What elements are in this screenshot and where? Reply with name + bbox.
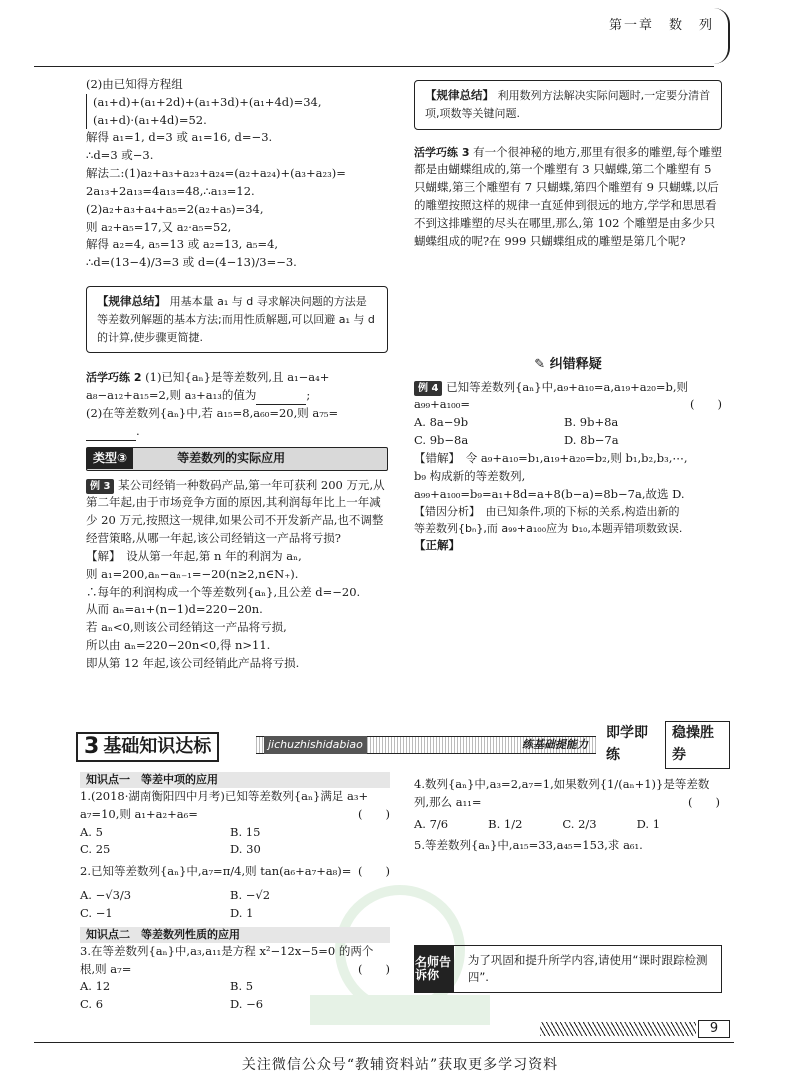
option[interactable]: A. 12 — [80, 979, 111, 994]
question-5: 5.等差数列{aₙ}中,a₁₅=33,a₄₅=153,求 a₆₁. — [414, 838, 643, 853]
question-text: 4.数列{aₙ}中,a₃=2,a₇=1,如果数列{1/(aₙ+1)}是等差数 — [414, 777, 710, 791]
footer-hatch — [540, 1022, 696, 1036]
option[interactable]: B. 1/2 — [488, 816, 523, 831]
skill-text: a₈−a₁₂+a₁₅=2,则 a₃+a₁₃的值为 — [86, 388, 257, 403]
answer-blank[interactable] — [86, 429, 136, 441]
section-3-banner — [70, 725, 730, 763]
skill-label: 活学巧练 3 — [414, 145, 470, 159]
solution-line: 从而 aₙ=a₁+(n−1)d=220−20n. — [86, 602, 263, 617]
footer-rule — [34, 1042, 734, 1043]
solution-line: 则 a₁=200,aₙ−aₙ₋₁=−20(n≥2,n∈N₊). — [86, 566, 299, 581]
rule-summary-title: 【规律总结】 — [97, 293, 166, 308]
teacher-tip-text: 为了巩固和提升所学内容,请使用“课时跟踪检测四”. — [467, 952, 708, 984]
error-cause-line: 【错因分析】 由已知条件,项的下标的关系,构造出新的 — [414, 505, 680, 519]
question-text: 根,则 a₇= — [80, 961, 132, 976]
right-column — [414, 76, 722, 555]
question-text: 3.在等差数列{aₙ}中,a₃,a₁₁是方程 x²−12x−5=0 的两个 — [80, 943, 374, 958]
option[interactable]: A. −√3/3 — [80, 888, 132, 903]
section-number: 3 — [84, 733, 100, 759]
solution-line: 则 a₂+a₅=17,又 a₂·a₅=52, — [86, 219, 232, 234]
exercises-right — [414, 776, 720, 855]
option[interactable]: D. 30 — [230, 842, 261, 857]
answer-paren[interactable]: ( ) — [690, 397, 722, 412]
option[interactable]: A. 8a−9b — [414, 415, 469, 430]
example-text: 某公司经销一种数码产品,第一年可获利 200 万元,从第二年起,由于市场竞争方面的原因,其利润每年比上一年减少 20 万元,按照这一规律,如果公司不开发新产品,也不调整经营策略,从哪一年起,该公司经销这一产品将亏损? — [86, 477, 385, 546]
options-row — [414, 816, 720, 834]
wrong-solution-line: b₉ 构成新的等差数列, — [414, 468, 526, 483]
answer-paren[interactable]: ( ) — [358, 961, 390, 976]
option[interactable]: D. 1 — [636, 816, 661, 831]
option[interactable]: B. 5 — [230, 979, 254, 994]
footer-text: 关注微信公众号“教辅资料站”获取更多学习资料 — [241, 1057, 559, 1073]
solution-line: 解法二:(1)a₂+a₃+a₂₃+a₂₄=(a₂+a₂₄)+(a₃+a₂₃)= — [86, 166, 346, 181]
options-grid — [414, 414, 722, 450]
type-title: 等差数列的实际应用 — [177, 451, 286, 466]
skill-text: (2)在等差数列{aₙ}中,若 a₁₅=8,a₆₀=20,则 a₇₅= — [86, 406, 339, 420]
page-number: 9 — [698, 1020, 730, 1038]
rule-summary-box — [86, 286, 388, 353]
option[interactable]: B. 9b+8a — [564, 415, 619, 430]
answer-paren[interactable]: ( ) — [358, 806, 390, 821]
rule-summary-box — [414, 80, 722, 130]
edit-icon: ✎ — [534, 356, 546, 372]
solution-line: 【解】 设从第一年起,第 n 年的利润为 aₙ, — [86, 548, 302, 563]
solution-line: 即从第 12 年起,该公司经销此产品将亏损. — [86, 655, 300, 670]
section-tags — [606, 725, 730, 763]
rule-summary-text: 用基本量 a₁ 与 d 寻求解决问题的方法是等差数列解题的基本方法;而用性质解题,可以回避 a₁ 与 d 的计算,使步骤更简捷. — [97, 294, 375, 344]
question-2 — [80, 863, 390, 922]
correction-title-text: 纠错释疑 — [549, 356, 602, 372]
solution-line: ∴d=(13−4)/3=3 或 d=(4−13)/3=−3. — [86, 255, 297, 270]
question-text: 1.(2018·湖南衡阳四中月考)已知等差数列{aₙ}满足 a₃+ — [80, 789, 369, 803]
option[interactable]: C. 2/3 — [562, 816, 597, 831]
solution-line: 2a₁₃+2a₁₃=4a₁₃=48,∴a₁₃=12. — [86, 183, 255, 198]
options-grid — [80, 824, 390, 860]
wrong-solution-line: a₉₉+a₁₀₀=b₉=a₁+8d=a+8(b−a)=8b−7a,故选 D. — [414, 486, 685, 501]
option[interactable]: D. −6 — [230, 997, 264, 1012]
header-bracket — [714, 8, 730, 64]
example-label: 例 3 — [86, 479, 114, 495]
section-3-title-box — [76, 732, 219, 762]
question-4 — [414, 776, 720, 833]
error-cause-line: 等差数列{bₙ},而 a₉₉+a₁₀₀应为 b₁₀,本题弄错项数致误. — [414, 522, 683, 536]
option[interactable]: A. 7/6 — [414, 816, 449, 831]
option[interactable]: B. 15 — [230, 824, 261, 839]
options-grid — [80, 978, 390, 1014]
option[interactable]: C. −1 — [80, 905, 113, 920]
example-text: 已知等差数列{aₙ}中,a₉+a₁₀=a,a₁₉+a₂₀=b,则 — [446, 379, 688, 394]
section-tag-2: 稳操胜券 — [665, 721, 730, 768]
equation-system — [86, 94, 388, 130]
equation-line: (a₁+d)·(a₁+4d)=52. — [93, 112, 207, 127]
equation-line: (a₁+d)+(a₁+2d)+(a₁+3d)+(a₁+4d)=34, — [93, 94, 322, 109]
question-1 — [80, 788, 390, 859]
skill-practice-3 — [414, 144, 722, 251]
example-text: a₉₉+a₁₀₀= — [414, 397, 471, 412]
header-rule — [34, 66, 714, 67]
solution-line: (2)a₂+a₃+a₄+a₅=2(a₂+a₅)=34, — [86, 201, 264, 216]
solution-line: (2)由已知得方程组 — [86, 77, 183, 91]
left-column — [86, 76, 388, 673]
question-text: 列,那么 a₁₁= — [414, 794, 482, 809]
skill-practice-2: 活学巧练 2 (1)已知{aₙ}是等差数列,且 a₁−a₄+ a₈−a₁₂+a₁₅=2,则 a₃+a₁₃的值为 ; (2)在等差数列{aₙ}中,若 a₁₅=8,a₆₀=20,则 a₇₅=. — [86, 369, 388, 440]
option[interactable]: B. −√2 — [230, 888, 271, 903]
skill-text: (1)已知{aₙ}是等差数列,且 a₁−a₄+ — [145, 370, 330, 385]
question-text: 2.已知等差数列{aₙ}中,a₇=π/4,则 tan(a₆+a₇+a₈)= — [80, 864, 352, 879]
section-strip — [256, 736, 596, 754]
example-3 — [86, 477, 388, 548]
section-pinyin: jichuzhishidabiao — [264, 736, 367, 753]
option[interactable]: D. 8b−7a — [564, 433, 619, 448]
solution-line: 解得 a₁=1, d=3 或 a₁=16, d=−3. — [86, 130, 273, 145]
section-title: 基础知识达标 — [103, 736, 212, 758]
teacher-tip-box — [414, 945, 722, 993]
rule-summary-title: 【规律总结】 — [425, 88, 494, 102]
skill-label: 活学巧练 2 — [86, 371, 142, 385]
solution-line: 解得 a₂=4, a₅=13 或 a₂=13, a₅=4, — [86, 237, 279, 252]
question-text: a₇=10,则 a₁+a₂+a₆= — [80, 806, 198, 821]
options-grid — [80, 887, 390, 923]
knowledge-point-1: 知识点一 等差中项的应用 — [80, 772, 390, 788]
rule-summary-text: 利用数列方法解决实际问题时,一定要分清首项,项数等关键问题. — [425, 89, 711, 120]
option[interactable]: C. 9b−8a — [414, 433, 469, 448]
solution-line: ∴d=3 或−3. — [86, 148, 154, 163]
type-label: 类型③ — [87, 448, 133, 469]
section-tag-1: 即学即练 — [606, 725, 648, 763]
answer-paren[interactable]: ( ) — [688, 794, 720, 809]
example-4 — [414, 379, 722, 450]
option[interactable]: C. 25 — [80, 842, 111, 857]
wrong-solution-line: 【错解】 令 a₉+a₁₀=b₁,a₁₉+a₂₀=b₂,则 b₁,b₂,b₃,⋯, — [414, 450, 688, 465]
teacher-badge: 名师告诉你 — [415, 946, 454, 992]
solution-line: 所以由 aₙ=220−20n<0,得 n>11. — [86, 637, 271, 652]
question-3 — [80, 943, 390, 1014]
exercises-left — [80, 772, 390, 1014]
solution-line: 若 aₙ<0,则该公司经销这一产品将亏损, — [86, 620, 287, 635]
answer-paren[interactable]: ( ) — [358, 864, 390, 879]
example-label: 例 4 — [414, 381, 442, 397]
option[interactable]: D. 1 — [230, 905, 254, 920]
correction-section-title — [414, 355, 722, 375]
option[interactable]: C. 6 — [80, 997, 104, 1012]
type-header — [86, 447, 388, 471]
option[interactable]: A. 5 — [80, 824, 103, 839]
knowledge-point-2: 知识点二 等差数列性质的应用 — [80, 927, 390, 943]
solution-line: ∴每年的利润构成一个等差数列{aₙ},且公差 d=−20. — [86, 584, 361, 599]
chapter-title: 第一章 数 列 — [608, 18, 714, 33]
skill-text: 有一个很神秘的地方,那里有很多的雕塑,每个雕塑都是由蝴蝶组成的,第一个雕塑有 3 只蝴蝶,第二个雕塑有 5 只蝴蝶,第三个雕塑有 7 只蝴蝶,第四个雕塑有 9 只蝴蝶,以后的雕塑按照这样的规律一直延伸到很远的地方,学学和思思看不到这排雕塑的尽头在哪里,那么,第 102 个雕塑是由多少只蝴蝶组成的呢?在 999 只蝴蝶组成的雕塑是第几个呢? — [414, 144, 722, 248]
section-motto: 练基础提能力 — [522, 738, 588, 752]
answer-blank[interactable] — [256, 393, 306, 405]
correct-solution-label: 【正解】 — [414, 538, 460, 553]
